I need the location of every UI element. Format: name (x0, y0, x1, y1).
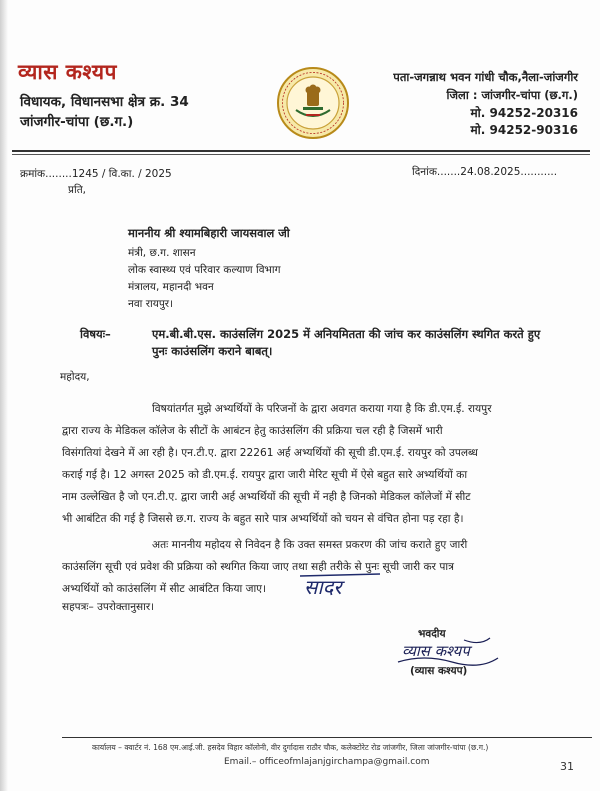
phone-2: मो. 94252-90316 (470, 123, 578, 137)
body-p1-line-6: भी आबंटित की गई है जिससे छ.ग. राज्य के बहुत सारे पात्र अभ्यर्थियों को चयन से वंचित होना पड़ रहा है। (62, 513, 464, 525)
address-line-2: जिला : जांजगीर-चांपा (छ.ग.) (446, 88, 578, 102)
signature-text: व्यास कश्यप (402, 642, 470, 660)
header-divider-thin (12, 154, 590, 155)
phone-1: मो. 94252-20316 (470, 106, 578, 120)
recipient-line-4: मंत्रालय, महानदी भवन (128, 281, 214, 293)
body-p2-line-3: अभ्यर्थियों को काउंसलिंग में सीट आबंटित किया जाए। (62, 583, 267, 595)
mla-name: व्यास कश्यप (18, 60, 117, 84)
enclosure: सहपत्रः– उपरोक्तानुसार। (62, 601, 155, 613)
prati: प्रति, (68, 184, 87, 196)
body-p1-line-1: विषयांतर्गत मुझे अभ्यर्थियों के परिजनों के द्वारा अवगत कराया गया है कि डी.एम.ई. रायपुर (152, 403, 492, 415)
signatory-name: (व्यास कश्यप) (410, 665, 468, 677)
body-p1-line-5: नाम उल्लेखित है जो एन.टी.ए. द्वारा जारी अर्ह अभ्यर्थियों की सूची में नही है जिनको मेडिकल कॉलेजों में सीट (62, 491, 471, 503)
handwritten-saadar (296, 570, 386, 604)
salutation: महोदय, (60, 371, 90, 383)
body-p1-line-4: कराई गई है। 12 अगस्त 2025 को डी.एम.ई. रायपुर द्वारा जारी मेरिट सूची में ऐसे बहुत सारे अभ्यर्थियों का (62, 469, 468, 481)
bhavdiya: भवदीय (418, 628, 446, 640)
recipient-line-5: नवा रायपुर। (128, 298, 174, 310)
footer-office-address: कार्यालय – क्वार्टर नं. 168 एम.आई.जी. हसदेव विहार कॉलोनी, वीर दुर्गादास राठौर चौक, कलेक्टोरेट रोड जांजगीर, जिला जांजगीर-चांपा (छ.ग.) (92, 743, 489, 752)
body-p2-line-2: काउंसलिंग सूची एवं प्रवेश की प्रक्रिया को स्थगित किया जाए तथा सही तरीके से पुनः सूची जारी कर पात्र (62, 561, 454, 573)
page-number: 31 (560, 760, 574, 773)
recipient-line-2: मंत्री, छ.ग. शासन (128, 247, 196, 259)
recipient-name: माननीय श्री श्यामबिहारी जायसवाल जी (128, 226, 290, 240)
kramank: क्रमांक........1245 / वि.का. / 2025 (20, 168, 172, 180)
body-p2-line-1: अतः माननीय महोदय से निवेदन है कि उक्त समस्त प्रकरण की जांच कराते हुए जारी (152, 539, 468, 551)
body-p1-line-3: विसंगतियां देखने में आ रही है। एन.टी.ए. द्वारा 22261 अर्ह अभ्यर्थियों की सूची डी.एम.ई. रायपुर को उपलब्ध (62, 447, 478, 459)
address-line-1: पता-जगन्नाथ भवन गांधी चौक,नैला-जांजगीर (393, 70, 578, 84)
footer-divider (62, 737, 592, 738)
dinank: दिनांक.......24.08.2025........... (412, 166, 558, 178)
footer-email: Email.– officeofmlajanjgirchampa@gmail.com (224, 757, 430, 767)
subject-line-1: एम.बी.बी.एस. काउंसलिंग 2025 में अनियमितता की जांच कर काउंसलिंग स्थगित करते हुए (152, 327, 541, 341)
subject-label: विषयः– (80, 327, 111, 341)
constituency: जांजगीर-चांपा (छ.ग.) (20, 114, 134, 130)
recipient-line-3: लोक स्वास्थ्य एवं परिवार कल्याण विभाग (128, 264, 281, 276)
state-emblem-icon (276, 66, 350, 140)
header-divider (12, 150, 590, 152)
designation: विधायक, विधानसभा क्षेत्र क्र. 34 (20, 94, 189, 110)
subject-line-2: पुनः काउंसलिंग कराने बाबत्। (152, 344, 273, 358)
body-p1-line-2: द्वारा राज्य के मेडिकल कॉलेज के सीटों के आबंटन हेतु काउंसलिंग की प्रक्रिया चल रही है जिसमें भारी (62, 425, 443, 437)
page-edge (0, 0, 8, 791)
saadar-text: सादर (304, 575, 342, 599)
